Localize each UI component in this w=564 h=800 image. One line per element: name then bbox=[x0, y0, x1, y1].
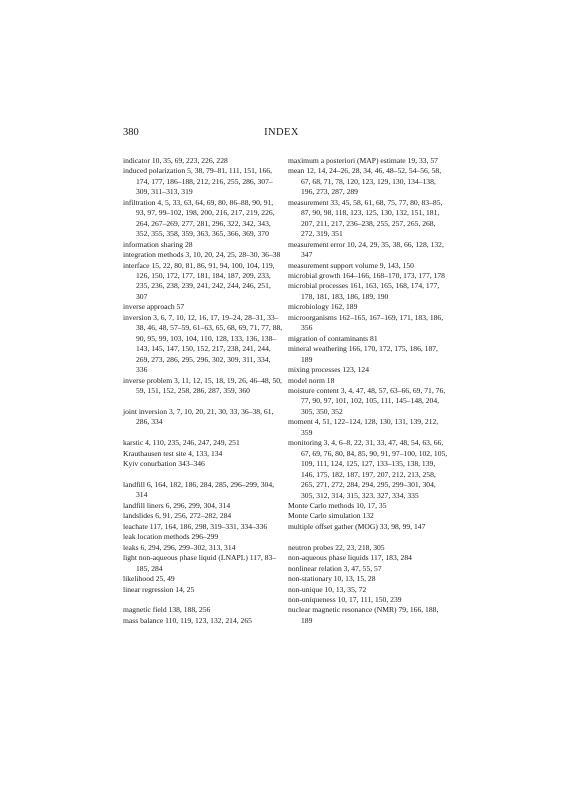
letter-group-gap bbox=[288, 532, 448, 542]
index-entry: microbiology 162, 189 bbox=[288, 302, 358, 312]
page-header bbox=[123, 127, 440, 141]
index-entry: maximum a posteriori (MAP) estimate 19, 33, 57 bbox=[288, 156, 438, 165]
letter-group-gap bbox=[123, 470, 283, 480]
index-entry: non-uniqueness 10, 17, 111, 150, 239 bbox=[288, 595, 402, 605]
index-entry: moisture content 3, 4, 47, 48, 57, 63–66, 69, 71, 76, 77, 90, 97, 101, 102, 105, 111, 145–148, 204, 305, 350, 352 bbox=[288, 385, 446, 416]
index-entry: mean 12, 14, 24–26, 28, 34, 46, 48–52, 54–56, 58, 67, 68, 71, 78, 120, 123, 129, 130, 134–138, 196, 273, 287, 289 bbox=[288, 166, 442, 197]
index-entry: indicator 10, 35, 69, 223, 226, 228 bbox=[123, 156, 228, 165]
letter-group-gap bbox=[123, 595, 283, 605]
index-entry: non-aqueous phase liquids 117, 183, 284 bbox=[288, 553, 412, 563]
letter-group-gap bbox=[123, 428, 283, 438]
running-title: INDEX bbox=[264, 127, 299, 138]
index-entry: leachate 117, 164, 186, 298, 319–331, 334–336 bbox=[123, 521, 268, 531]
index-entry: leak location methods 296–299 bbox=[123, 532, 219, 542]
index-entry: neutron probes 22, 23, 218, 305 bbox=[288, 542, 385, 552]
index-column-right bbox=[288, 156, 448, 626]
page-number: 380 bbox=[123, 127, 139, 138]
index-entry: inverse approach 57 bbox=[123, 302, 185, 312]
index-entry: infiltration 4, 5, 33, 63, 64, 69, 80, 86–88, 90, 91, 93, 97, 99–102, 198, 200, 216, 217, 219, 226, 264, 267–269, 277, 281, 296, 322, 342, 343, 352, 355, 358, 359, 363, 365, 366, 369, 370 bbox=[123, 197, 275, 239]
index-entry: Kyiv conurbation 343–346 bbox=[123, 459, 205, 469]
index-entry: measurement error 10, 24, 29, 35, 38, 66, 128, 132, 347 bbox=[288, 239, 444, 260]
index-entry: microorganisms 162–165, 167–169, 171, 183, 186, 356 bbox=[288, 312, 444, 333]
index-entry: likelihood 25, 49 bbox=[123, 574, 175, 584]
index-entry: monitoring 3, 4, 6–8, 22, 31, 33, 47, 48, 54, 63, 66, 67, 69, 76, 80, 84, 85, 90, 91, 97–100, 102, 105, 109, 111, 124, 125, 127, 133–135, 138, 139, 146, 175, 182, 187, 197, 207, 212, 213, 258, 265, 271, 272, 284, 294, 295, 299–301, 304, 305, 312, 314, 315, 323, 327, 334, 335 bbox=[288, 438, 448, 500]
index-column-left bbox=[123, 156, 283, 626]
index-entry: magnetic field 138, 188, 256 bbox=[123, 605, 211, 615]
index-entry: mineral weathering 166, 170, 172, 175, 186, 187, 189 bbox=[288, 344, 438, 364]
index-entry: information sharing 28 bbox=[123, 239, 193, 249]
index-entry: linear regression 14, 25 bbox=[123, 584, 195, 594]
index-entry: measurement support volume 9, 143, 150 bbox=[288, 260, 414, 270]
index-entry: inverse problem 3, 11, 12, 15, 18, 19, 26, 46–48, 50, 59, 151, 152, 258, 286, 287, 359, 360 bbox=[123, 375, 282, 395]
index-entry: model norm 18 bbox=[288, 375, 335, 385]
index-entry: interface 15, 22, 80, 81, 86, 91, 94, 100, 104, 119, 126, 150, 172, 177, 181, 184, 187, 209, 233, 235, 236, 238, 239, 241, 242, 244, 246, 251, 307 bbox=[123, 260, 275, 301]
index-entry: non-unique 10, 13, 35, 72 bbox=[288, 584, 367, 594]
index-entry: Monte Carlo simulation 132 bbox=[288, 511, 374, 521]
index-entry: Monte Carlo methods 10, 17, 35 bbox=[288, 500, 387, 510]
index-entry: non-stationary 10, 13, 15, 28 bbox=[288, 574, 376, 584]
index-entry: inversion 3, 6, 7, 10, 12, 16, 17, 19–24, 28–31, 33–38, 46, 48, 57–59, 61–63, 65, 68, 69, 71, 77, 88, 90, 95, 99, 103, 104, 110, 128, 133, 136, 138–143, 145, 147, 150, 152, 217, 238, 241, 244, 269, 273, 286, 295, 296, 302, 309, 311, 334, 336 bbox=[123, 312, 283, 375]
index-entry: nuclear magnetic resonance (NMR) 79, 166, 188, 189 bbox=[288, 605, 439, 625]
index-entry: microbial growth 164–166, 168–170, 173, 177, 178 bbox=[288, 270, 445, 280]
index-entry: induced polarization 5, 38, 79–81, 111, 151, 166, 174, 177, 186–188, 212, 216, 255, 286, 307–309, 311–313, 319 bbox=[123, 166, 273, 197]
index-entry: landslides 6, 91, 256, 272–282, 284 bbox=[123, 511, 232, 521]
index-entry: landfill liners 6, 296, 299, 304, 314 bbox=[123, 500, 231, 510]
index-entry: Krauthausen test site 4, 133, 134 bbox=[123, 448, 223, 458]
index-entry: nonlinear relation 3, 47, 55, 57 bbox=[288, 563, 382, 573]
index-entry: microbial processes 161, 163, 165, 168, 174, 177, 178, 181, 183, 186, 189, 190 bbox=[288, 281, 440, 301]
index-entry: joint inversion 3, 7, 10, 20, 21, 30, 33, 36–38, 61, 286, 334 bbox=[123, 406, 274, 427]
index-entry: measurement 33, 45, 58, 61, 68, 75, 77, 80, 83–85, 87, 90, 98, 118, 123, 125, 130, 132, 151, 181, 207, 211, 217, 236–238, 255, 257, 265, 268, 272, 319, 351 bbox=[288, 197, 443, 239]
letter-group-gap bbox=[123, 396, 283, 406]
index-entry: integration methods 3, 10, 20, 24, 25, 28–30, 36–38 bbox=[123, 250, 281, 260]
index-entry: mixing processes 123, 124 bbox=[288, 365, 369, 375]
index-entry: mass balance 110, 119, 123, 132, 214, 265 bbox=[123, 615, 252, 625]
index-entry: migration of contaminants 81 bbox=[288, 333, 378, 343]
index-entry: light non-aqueous phase liquid (LNAPL) 117, 83–185, 284 bbox=[123, 553, 277, 573]
index-entry: karstic 4, 110, 235, 246, 247, 249, 251 bbox=[123, 438, 240, 448]
index-entry: landfill 6, 164, 182, 186, 284, 285, 296–299, 304, 314 bbox=[123, 480, 275, 500]
index-entry: moment 4, 51, 122–124, 128, 130, 131, 139, 212, 359 bbox=[288, 417, 439, 437]
index-entry: leaks 6, 294, 296, 299–302, 313, 314 bbox=[123, 542, 236, 552]
index-entry: multiple offset gather (MOG) 33, 98, 99, 147 bbox=[288, 521, 426, 531]
